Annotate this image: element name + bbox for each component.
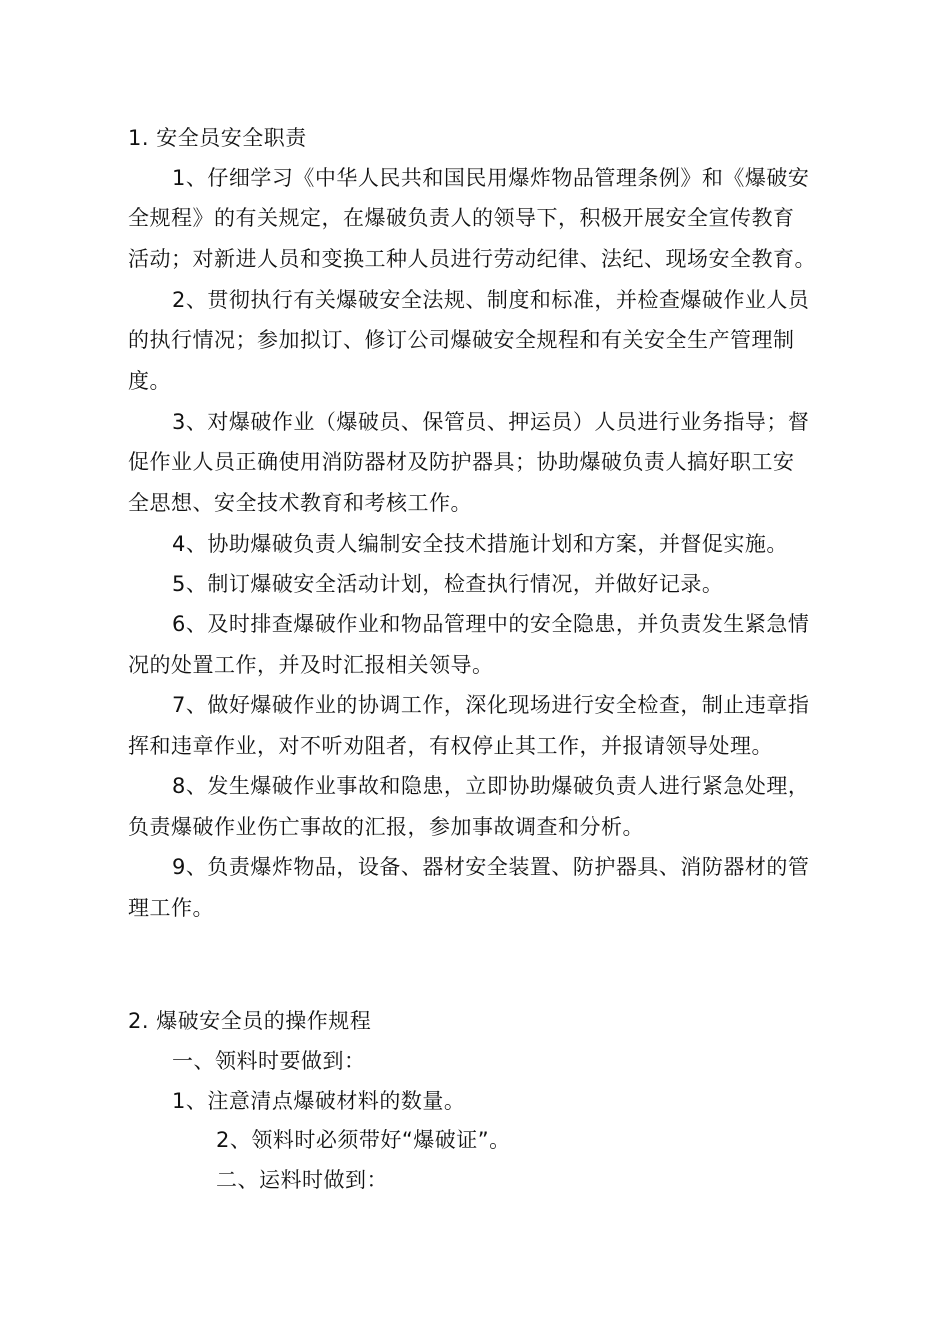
subheading-transporting-materials: 二、运料时做到：	[216, 1168, 388, 1192]
list-item-bring-certificate: 2、领料时必须带好“爆破证”。	[216, 1128, 511, 1152]
paragraph-8-line-2: 负责爆破作业伤亡事故的汇报，参加事故调查和分析。	[128, 815, 644, 839]
paragraph-7-line-1: 7、做好爆破作业的协调工作，深化现场进行安全检查，制止违章指	[172, 693, 810, 717]
section-1-heading: 1. 安全员安全职责	[128, 126, 307, 150]
paragraph-6-line-1: 6、及时排查爆破作业和物品管理中的安全隐患，并负责发生紧急情	[172, 612, 810, 636]
paragraph-3-line-2: 促作业人员正确使用消防器材及防护器具；协助爆破负责人搞好职工安	[128, 450, 795, 474]
paragraph-2-line-3: 度。	[128, 369, 171, 393]
paragraph-6-line-2: 况的处置工作，并及时汇报相关领导。	[128, 653, 494, 677]
paragraph-1-line-2: 全规程》的有关规定，在爆破负责人的领导下，积极开展安全宣传教育	[128, 206, 795, 230]
paragraph-5-line-1: 5、制订爆破安全活动计划，检查执行情况，并做好记录。	[172, 572, 724, 596]
paragraph-9-line-1: 9、负责爆炸物品，设备、器材安全装置、防护器具、消防器材的管	[172, 855, 810, 879]
paragraph-9-line-2: 理工作。	[128, 896, 214, 920]
subheading-receiving-materials: 一、领料时要做到：	[172, 1049, 366, 1073]
paragraph-2-line-2: 的执行情况；参加拟订、修订公司爆破安全规程和有关安全生产管理制	[128, 328, 795, 352]
paragraph-4-line-1: 4、协助爆破负责人编制安全技术措施计划和方案，并督促实施。	[172, 532, 788, 556]
paragraph-8-line-1: 8、发生爆破作业事故和隐患，立即协助爆破负责人进行紧急处理，	[172, 774, 810, 798]
paragraph-1-line-3: 活动；对新进人员和变换工种人员进行劳动纪律、法纪、现场安全教育。	[128, 247, 816, 271]
paragraph-2-line-1: 2、贯彻执行有关爆破安全法规、制度和标准，并检查爆破作业人员	[172, 288, 810, 312]
paragraph-3-line-3: 全思想、安全技术教育和考核工作。	[128, 491, 472, 515]
section-2-heading: 2. 爆破安全员的操作规程	[128, 1009, 372, 1033]
paragraph-3-line-1: 3、对爆破作业（爆破员、保管员、押运员）人员进行业务指导；督	[172, 410, 810, 434]
list-item-count-materials: 1、注意清点爆破材料的数量。	[172, 1089, 466, 1113]
paragraph-7-line-2: 挥和违章作业，对不听劝阻者，有权停止其工作，并报请领导处理。	[128, 734, 773, 758]
paragraph-1-line-1: 1、仔细学习《中华人民共和国民用爆炸物品管理条例》和《爆破安	[172, 166, 810, 190]
